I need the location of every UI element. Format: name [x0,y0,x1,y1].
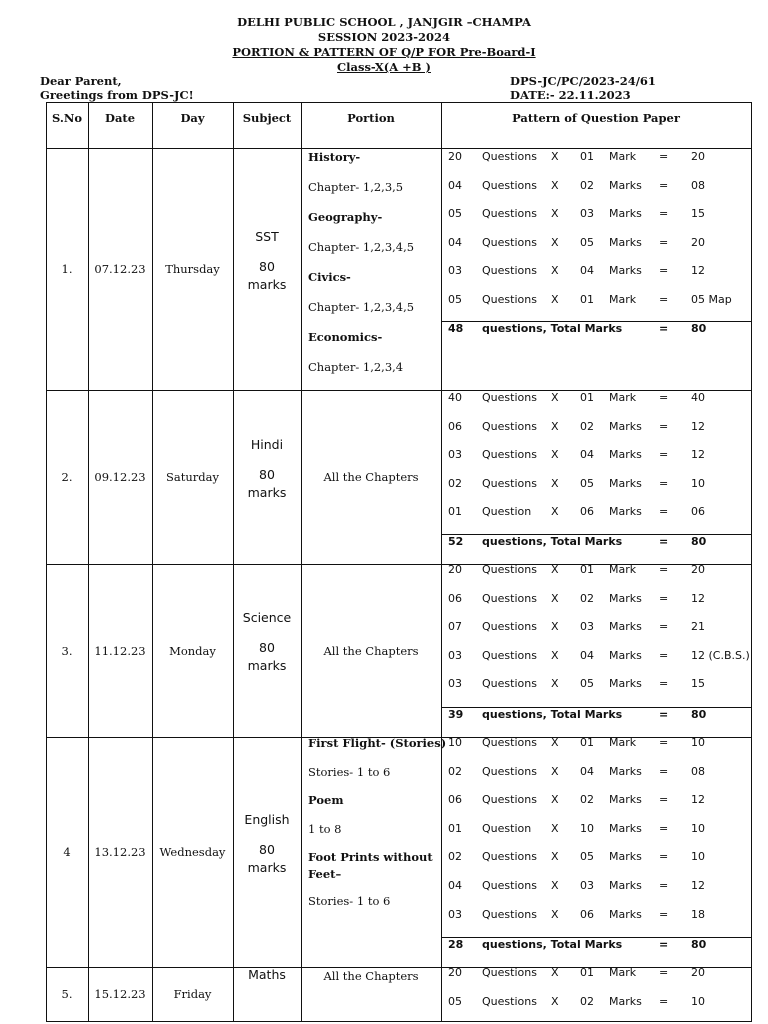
pattern-cell: 10 [691,736,705,749]
pattern-row [448,293,760,309]
pattern-cell: X [551,821,559,835]
pattern-cell: Questions [482,677,537,691]
pattern-row [448,420,760,436]
header-pattern: Pattern of Question Paper [512,111,680,125]
pattern-cell: = [659,293,669,306]
pattern-cell: 06 [691,505,705,519]
pattern-cell: = [659,793,669,807]
letter-date: DATE:- 22.11.2023 [510,88,631,102]
total-row [448,938,760,954]
pattern-cell: X [551,994,559,1008]
total-cell: = [659,322,669,335]
row-subject: Maths [248,967,286,982]
pattern-row [448,236,760,252]
pattern-cell: 01 [580,293,594,306]
pattern-cell: Questions [482,207,537,221]
pattern-cell: 02 [448,764,462,778]
pattern-cell: Questions [482,591,537,605]
pattern-cell: = [659,648,669,662]
row-sno: 2. [61,470,73,484]
pattern-cell: 20 [448,150,462,163]
total-row [448,322,760,338]
pattern-cell: 06 [580,505,594,519]
pattern-cell: 02 [580,591,594,605]
row-marks-label: marks [247,658,287,673]
pattern-cell: Question [482,505,532,519]
table-border [46,1021,752,1022]
pattern-cell: X [551,793,559,807]
pattern-cell: 01 [580,150,594,163]
pattern-cell: 05 [580,476,594,490]
total-cell: 52 [448,535,464,548]
pattern-row [448,150,760,166]
pattern-cell: Questions [482,150,537,163]
total-cell: 80 [691,322,707,335]
pattern-cell: 03 [448,907,462,921]
total-cell: = [659,535,669,548]
pattern-cell: = [659,178,669,192]
header-day: Day [180,111,205,125]
pattern-row [448,908,760,924]
pattern-cell: 15 [691,677,705,691]
pattern-cell: 05 [448,207,462,221]
pattern-cell: 03 [448,677,462,691]
pattern-cell: 20 [691,235,705,249]
pattern-cell: 01 [580,966,594,979]
row-sno: 5. [61,987,73,1001]
row-subject: SST [255,229,279,244]
pattern-cell: 15 [691,207,705,221]
total-cell: questions, Total Marks [482,535,623,548]
pattern-cell: 06 [448,591,462,605]
pattern-cell: Questions [482,793,537,807]
portion-line: Civics- [308,270,351,284]
pattern-row [448,879,760,895]
portion-line: History- [308,150,361,164]
pattern-cell: 20 [691,150,705,163]
pattern-cell: X [551,879,559,892]
pattern-cell: 02 [448,850,462,864]
pattern-row [448,179,760,195]
pattern-cell: Questions [482,764,537,778]
portion-line: Chapter- 1,2,3,5 [308,180,404,194]
pattern-cell: Questions [482,907,537,921]
row-date: 11.12.23 [94,643,146,658]
pattern-cell: Mark [609,293,637,306]
pattern-cell: X [551,391,559,404]
pattern-cell: Mark [609,966,637,979]
pattern-cell: 06 [580,907,594,921]
pattern-cell: = [659,591,669,605]
pattern-cell: Marks [609,994,642,1008]
total-cell: = [659,708,669,721]
pattern-cell: Questions [482,966,537,979]
pattern-cell: Questions [482,235,537,249]
pattern-cell: X [551,264,559,278]
pattern-row [448,448,760,464]
pattern-cell: 21 [691,620,705,634]
pattern-cell: 01 [580,736,594,749]
pattern-cell: 02 [580,994,594,1008]
portion-line: 1 to 8 [308,821,342,836]
row-marks-value: 80 [259,259,275,274]
pattern-cell: = [659,505,669,519]
pattern-cell: Marks [609,505,642,519]
pattern-cell: 12 [691,264,705,278]
pattern-cell: 04 [448,178,462,192]
table-border [46,102,752,103]
total-cell: 80 [691,708,707,721]
header-subject: Subject [242,111,292,125]
row-day: Wednesday [159,845,226,859]
pattern-row [448,822,760,838]
pattern-cell: Marks [609,648,642,662]
pattern-cell: X [551,966,559,979]
pattern-cell: 20 [448,966,462,979]
row-subject: Hindi [250,437,284,452]
portion-line: Geography- [308,210,383,224]
pattern-cell: Marks [609,677,642,691]
pattern-cell: 12 [691,793,705,807]
pattern-row [448,207,760,223]
pattern-row [448,592,760,608]
header-date: Date [104,111,136,125]
row-date: 13.12.23 [94,845,146,859]
pattern-cell: Questions [482,476,537,490]
portion-line: Stories- 1 to 6 [308,894,391,908]
pattern-cell: = [659,620,669,634]
pattern-cell: 05 [580,677,594,691]
class-title: Class-X(A +B ) [337,60,431,74]
pattern-cell: 08 [691,178,705,192]
pattern-cell: Marks [609,448,642,462]
pattern-cell: 02 [580,178,594,192]
row-date: 09.12.23 [94,470,146,484]
greeting: Greetings from DPS-JC! [40,88,194,102]
portion-line: Feet– [308,867,342,881]
pattern-cell: 06 [448,793,462,807]
pattern-cell: 08 [691,764,705,778]
pattern-cell: = [659,235,669,249]
pattern-cell: 12 (C.B.S.) [691,648,750,662]
pattern-cell: 04 [580,648,594,662]
pattern-cell: 10 [448,736,462,749]
row-marks-label: marks [247,485,287,500]
table-border [46,102,47,1022]
total-cell: 80 [691,535,707,548]
pattern-cell: 20 [691,563,705,576]
row-marks-label: marks [247,277,287,292]
pattern-cell: Marks [609,620,642,634]
pattern-cell: X [551,476,559,490]
row-day: Thursday [165,262,220,276]
pattern-cell: X [551,150,559,163]
pattern-cell: = [659,448,669,462]
row-sno: 4 [63,845,71,859]
pattern-cell: 02 [580,419,594,433]
pattern-cell: 18 [691,907,705,921]
row-sno: 1. [61,262,73,276]
pattern-cell: X [551,178,559,192]
pattern-row [448,850,760,866]
table-border [88,102,89,1022]
reference-number: DPS-JC/PC/2023-24/61 [510,74,656,88]
pattern-row [448,264,760,280]
pattern-cell: 10 [691,476,705,490]
pattern-cell: X [551,235,559,249]
pattern-cell: = [659,907,669,921]
school-name: DELHI PUBLIC SCHOOL , JANJGIR –CHAMPA [237,15,531,29]
portion-text: All the Chapters [323,643,419,658]
pattern-cell: = [659,736,669,749]
pattern-cell: 06 [448,419,462,433]
pattern-cell: Marks [609,235,642,249]
pattern-cell: = [659,207,669,221]
pattern-cell: 05 [448,293,462,306]
pattern-cell: 03 [448,648,462,662]
row-date: 15.12.23 [94,987,146,1001]
portion-line: Stories- 1 to 6 [308,764,391,779]
row-day: Friday [173,987,212,1001]
pattern-row [448,765,760,781]
pattern-row [448,620,760,636]
pattern-cell: Marks [609,850,642,864]
pattern-cell: Mark [609,150,637,163]
pattern-cell: Marks [609,591,642,605]
pattern-cell: X [551,419,559,433]
pattern-cell: = [659,419,669,433]
total-cell: 80 [691,938,707,951]
portion-text: All the Chapters [323,470,419,484]
pattern-cell: 03 [580,207,594,221]
pattern-cell: 01 [580,391,594,404]
pattern-cell: Questions [482,620,537,634]
pattern-row [448,793,760,809]
pattern-cell: 02 [448,476,462,490]
portion-line: Poem [308,793,344,807]
pattern-cell: Marks [609,264,642,278]
pattern-cell: Marks [609,879,642,892]
pattern-cell: Questions [482,293,537,306]
pattern-cell: Mark [609,563,637,576]
session-title: SESSION 2023-2024 [317,30,451,44]
pattern-cell: X [551,677,559,691]
pattern-cell: Questions [482,994,537,1008]
pattern-cell: 05 [448,994,462,1008]
pattern-cell: 05 [580,235,594,249]
pattern-cell: 12 [691,591,705,605]
pattern-cell: Marks [609,764,642,778]
pattern-cell: = [659,879,669,892]
pattern-cell: Questions [482,419,537,433]
pattern-cell: 20 [691,966,705,979]
pattern-cell: = [659,150,669,163]
pattern-cell: 03 [448,264,462,278]
pattern-cell: Questions [482,391,537,404]
portion-line: First Flight- (Stories) [308,736,447,750]
pattern-cell: Questions [482,448,537,462]
pattern-cell: = [659,994,669,1008]
pattern-cell: 40 [691,391,705,404]
table-border [301,102,302,1022]
pattern-cell: X [551,907,559,921]
pattern-cell: 10 [691,994,705,1008]
pattern-cell: 10 [691,850,705,864]
total-row [448,708,760,724]
pattern-cell: Mark [609,736,637,749]
row-day: Saturday [166,470,219,484]
pattern-cell: X [551,648,559,662]
pattern-cell: 04 [448,235,462,249]
row-marks-value: 80 [259,640,275,655]
table-border [441,102,442,1022]
pattern-row [448,391,760,407]
pattern-cell: 10 [580,821,594,835]
pattern-cell: 07 [448,620,462,634]
pattern-cell: = [659,764,669,778]
total-cell: 39 [448,708,464,721]
row-marks-value: 80 [259,467,275,482]
pattern-cell: Marks [609,476,642,490]
pattern-cell: X [551,620,559,634]
pattern-cell: 40 [448,391,462,404]
pattern-cell: 01 [448,821,462,835]
pattern-row [448,477,760,493]
pattern-cell: Marks [609,793,642,807]
total-cell: 48 [448,322,464,335]
pattern-cell: Question [482,821,532,835]
total-cell: questions, Total Marks [482,938,623,951]
row-subject: Science [242,610,292,625]
pattern-row [448,966,760,982]
pattern-cell: X [551,448,559,462]
portion-line: Chapter- 1,2,3,4,5 [308,300,415,314]
pattern-cell: = [659,966,669,979]
pattern-cell: Questions [482,736,537,749]
portion-line: Foot Prints without [308,850,433,864]
pattern-cell: Questions [482,178,537,192]
pattern-cell: = [659,391,669,404]
row-sno: 3. [61,643,73,658]
pattern-cell: = [659,677,669,691]
table-border [152,102,153,1022]
pattern-cell: 05 Map [691,293,732,306]
pattern-cell: = [659,821,669,835]
pattern-cell: 04 [580,264,594,278]
pattern-row [448,677,760,693]
pattern-cell: Questions [482,879,537,892]
row-marks-value: 80 [259,842,275,857]
pattern-cell: Questions [482,563,537,576]
pattern-row [448,649,760,665]
salutation: Dear Parent, [40,74,122,88]
pattern-cell: X [551,293,559,306]
pattern-cell: Questions [482,264,537,278]
document-title: PORTION & PATTERN OF Q/P FOR Pre-Board-I [232,45,536,59]
row-day: Monday [169,643,216,658]
portion-line: Economics- [308,330,383,344]
total-cell: questions, Total Marks [482,708,623,721]
pattern-cell: X [551,207,559,221]
portion-line: Chapter- 1,2,3,4 [308,360,404,374]
pattern-cell: X [551,591,559,605]
pattern-cell: 03 [580,879,594,892]
pattern-cell: 12 [691,879,705,892]
pattern-cell: Marks [609,821,642,835]
portion-text: All the Chapters [323,969,419,983]
header-portion: Portion [347,111,395,125]
pattern-row [448,736,760,752]
pattern-cell: Marks [609,178,642,192]
pattern-cell: 01 [448,505,462,519]
pattern-row [448,505,760,521]
pattern-cell: X [551,563,559,576]
portion-line: Chapter- 1,2,3,4,5 [308,240,415,254]
header-sno: S.No [51,111,83,125]
pattern-cell: Questions [482,648,537,662]
pattern-cell: 03 [580,620,594,634]
pattern-cell: X [551,764,559,778]
pattern-cell: = [659,264,669,278]
pattern-cell: = [659,476,669,490]
pattern-cell: 02 [580,793,594,807]
total-row [448,535,760,551]
pattern-cell: 12 [691,419,705,433]
pattern-cell: 12 [691,448,705,462]
pattern-cell: 05 [580,850,594,864]
pattern-cell: 20 [448,563,462,576]
pattern-cell: Marks [609,419,642,433]
pattern-cell: Mark [609,391,637,404]
total-cell: questions, Total Marks [482,322,623,335]
pattern-cell: 04 [580,448,594,462]
row-date: 07.12.23 [94,262,146,276]
pattern-cell: Marks [609,907,642,921]
pattern-cell: 04 [580,764,594,778]
total-cell: = [659,938,669,951]
pattern-cell: 10 [691,821,705,835]
pattern-cell: = [659,563,669,576]
pattern-row [448,563,760,579]
pattern-cell: Questions [482,850,537,864]
row-marks-label: marks [247,860,287,875]
pattern-cell: Marks [609,207,642,221]
pattern-cell: X [551,736,559,749]
table-border [46,148,752,149]
pattern-cell: 01 [580,563,594,576]
pattern-cell: X [551,850,559,864]
pattern-cell: 03 [448,448,462,462]
pattern-row [448,995,760,1011]
pattern-cell: 04 [448,879,462,892]
total-cell: 28 [448,938,464,951]
pattern-cell: = [659,850,669,864]
pattern-cell: X [551,505,559,519]
row-subject: English [244,812,290,827]
